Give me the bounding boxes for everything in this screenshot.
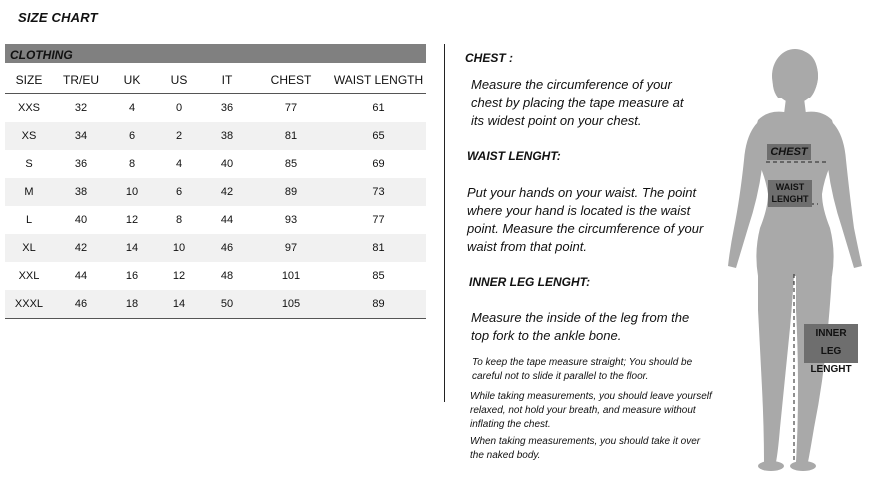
table-cell: XXXL	[5, 290, 53, 319]
table-cell: 81	[251, 122, 331, 150]
text-line: point. Measure the circumference of your	[467, 221, 704, 236]
table-cell: 2	[155, 122, 203, 150]
waist-label	[768, 180, 812, 207]
table-cell: 32	[74, 102, 88, 114]
column-header: WAIST LENGTH	[331, 67, 426, 94]
table-cell: 73	[331, 178, 426, 206]
table-cell: 8	[128, 158, 136, 170]
table-cell: 8	[175, 214, 183, 226]
text-line: the naked body.	[470, 450, 541, 461]
text-line: top fork to the ankle bone.	[471, 328, 622, 343]
table-cell: 46	[203, 234, 251, 262]
table-cell: 16	[125, 270, 139, 282]
table-cell: 38	[53, 178, 109, 206]
waist-heading: WAIST LENGHT:	[467, 149, 561, 163]
table-row	[5, 206, 426, 234]
chest-heading: CHEST :	[465, 51, 513, 65]
table-cell: 34	[53, 122, 109, 150]
text-line: LENGHT	[810, 364, 852, 375]
table-cell: 6	[109, 122, 155, 150]
tip-relaxed	[470, 390, 712, 432]
table-cell: 97	[251, 234, 331, 262]
table-cell: 77	[372, 214, 385, 226]
column-header: UK	[109, 67, 155, 94]
column-header: US	[155, 67, 203, 94]
column-header: IT	[203, 67, 251, 94]
table-cell: XL	[5, 234, 53, 262]
table-cell: 38	[203, 122, 251, 150]
text-line: relaxed, not hold your breath, and measure without	[470, 405, 696, 416]
table-cell: 36	[220, 102, 234, 114]
table-cell: 10	[109, 178, 155, 206]
table-cell: 89	[251, 178, 331, 206]
chest-description	[471, 76, 683, 130]
table-cell: 101	[281, 270, 301, 282]
text-line: chest by placing the tape measure at	[471, 95, 684, 110]
table-cell: 12	[125, 214, 139, 226]
table-cell: 14	[155, 290, 203, 319]
page-title: SIZE CHART	[18, 10, 98, 25]
waist-description	[467, 184, 703, 256]
text-line: its widest point on your chest.	[471, 113, 642, 128]
table-cell: 44	[220, 214, 234, 226]
text-line: To keep the tape measure straight; You should be	[472, 357, 693, 368]
body-silhouette-figure	[718, 48, 868, 476]
table-row	[5, 234, 426, 262]
table-header-row	[5, 67, 426, 94]
inner-leg-heading: INNER LEG LENGHT:	[469, 275, 591, 289]
table-cell: 89	[331, 290, 426, 319]
table-cell: 42	[203, 178, 251, 206]
table-cell: 93	[284, 214, 298, 226]
table-cell: 40	[74, 214, 88, 226]
tip-tape-straight	[472, 356, 692, 384]
table-cell: 4	[128, 102, 136, 114]
column-header: CHEST	[251, 67, 331, 94]
table-cell: 48	[220, 270, 234, 282]
table-cell: 42	[53, 234, 109, 262]
table-cell: L	[25, 214, 33, 226]
table-cell: 10	[155, 234, 203, 262]
table-row	[5, 94, 426, 123]
column-header: SIZE	[5, 67, 53, 94]
table-cell: 65	[331, 122, 426, 150]
text-line: where your hand is located is the waist	[467, 203, 691, 218]
table-cell: 40	[220, 158, 234, 170]
table-cell: 61	[372, 102, 385, 114]
table-cell: XXS	[17, 102, 40, 114]
vertical-divider	[444, 44, 445, 402]
table-row	[5, 290, 426, 319]
table-cell: 44	[74, 270, 88, 282]
text-line: When taking measurements, you should take it over	[470, 436, 701, 447]
inner-leg-description	[471, 309, 689, 345]
table-cell: 77	[284, 102, 298, 114]
clothing-section-bar	[5, 44, 426, 63]
text-line: While taking measurements, you should leave yourself	[470, 391, 712, 402]
table-cell: 12	[172, 270, 186, 282]
table-row	[5, 122, 426, 150]
table-cell: 18	[109, 290, 155, 319]
text-line: waist from that point.	[467, 239, 587, 254]
table-row	[5, 150, 426, 178]
table-cell: S	[25, 158, 33, 170]
text-line: Put your hands on your waist. The point	[467, 185, 697, 200]
table-cell: 6	[155, 178, 203, 206]
table-cell: 81	[331, 234, 426, 262]
table-cell: 0	[175, 102, 183, 114]
tip-naked-body	[470, 435, 700, 463]
table-cell: 50	[203, 290, 251, 319]
table-cell: 36	[74, 158, 88, 170]
text-line: careful not to slide it parallel to the floor.	[472, 371, 649, 382]
text-line: Measure the inside of the leg from the	[471, 310, 690, 325]
table-cell: 46	[53, 290, 109, 319]
table-cell: XS	[5, 122, 53, 150]
text-line: Measure the circumference of your	[471, 77, 672, 92]
table-row	[5, 262, 426, 290]
section-label: CLOTHING	[10, 48, 73, 62]
body-silhouette	[718, 48, 868, 476]
table-cell: 69	[372, 158, 385, 170]
text-line: INNER LEG	[815, 328, 847, 357]
inner-leg-label	[804, 324, 858, 375]
chest-label: CHEST	[767, 144, 811, 160]
table-cell: 14	[109, 234, 155, 262]
text-line: LENGHT	[771, 194, 809, 204]
table-cell: 85	[284, 158, 298, 170]
table-cell: 4	[175, 158, 183, 170]
table-row	[5, 178, 426, 206]
text-line: WAIST	[775, 182, 805, 192]
table-cell: XXL	[18, 270, 40, 282]
column-header: TR/EU	[53, 67, 109, 94]
table-cell: 85	[372, 270, 385, 282]
table-cell: 105	[251, 290, 331, 319]
size-table	[5, 67, 426, 319]
table-cell: M	[5, 178, 53, 206]
text-line: inflating the chest.	[470, 419, 551, 430]
